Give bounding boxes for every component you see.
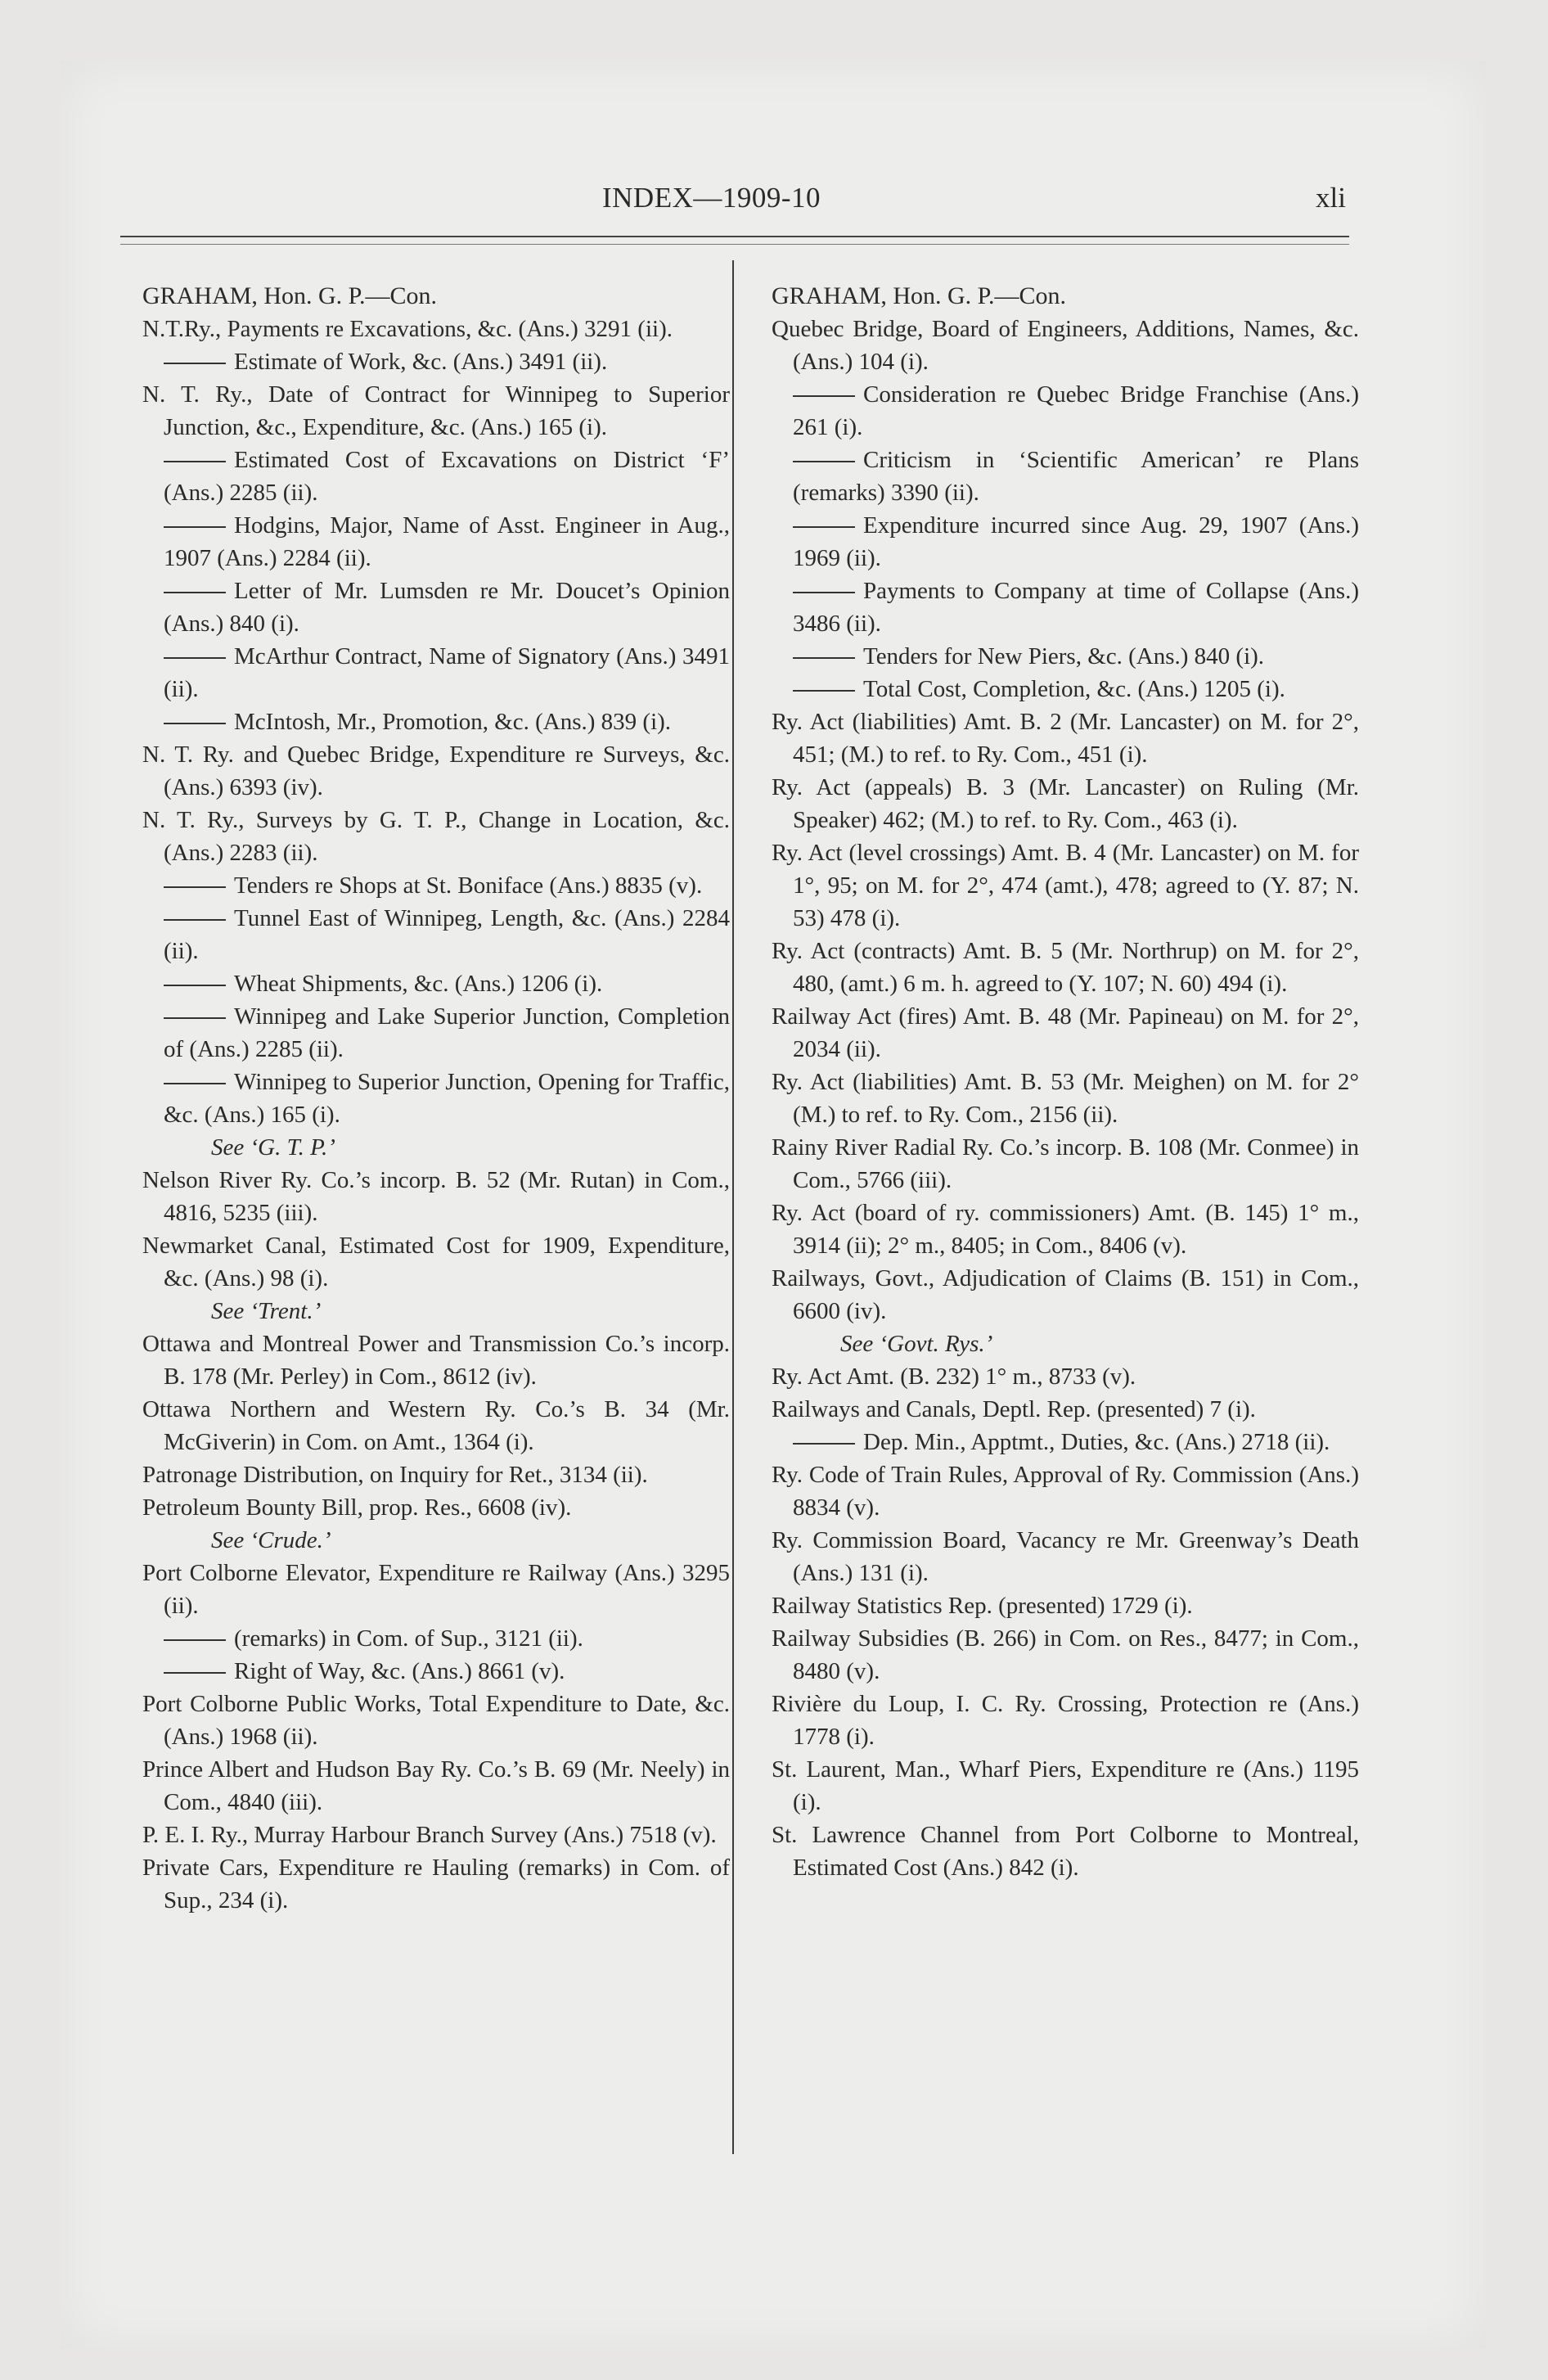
right-column-heading: GRAHAM, Hon. G. P.—Con. [772, 282, 1067, 309]
index-entry [772, 313, 1359, 378]
index-entry [772, 1000, 1359, 1066]
entry-text: Ottawa and Montreal Power and Transmission Co.’s incorp. B. 178 (Mr. Perley) in Com., 8612 (iv). [142, 1331, 730, 1390]
entry-text: Ry. Act (board of ry. commissioners) Amt. (B. 145) 1° m., 3914 (ii); 2° m., 8405; in Com., 8406 (v). [772, 1200, 1359, 1259]
index-entry [772, 1458, 1359, 1524]
column-divider [732, 260, 734, 2154]
index-entry [772, 1393, 1359, 1426]
ditto-dash [164, 886, 226, 888]
entry-text: N. T. Ry. and Quebec Bridge, Expenditure re Surveys, &c. (Ans.) 6393 (iv). [142, 741, 730, 800]
entry-text: Railway Subsidies (B. 266) in Com. on Res., 8477; in Com., 8480 (v). [772, 1625, 1359, 1684]
ditto-dash [793, 461, 855, 462]
entry-text: Tunnel East of Winnipeg, Length, &c. (Ans.) 2284 (ii). [164, 905, 730, 964]
entry-text: Ry. Code of Train Rules, Approval of Ry. Commission (Ans.) 8834 (v). [772, 1462, 1359, 1521]
entry-text: Ry. Act (appeals) B. 3 (Mr. Lancaster) on Ruling (Mr. Speaker) 462; (M.) to ref. to Ry. Com., 463 (i). [772, 774, 1359, 833]
left-column-heading: GRAHAM, Hon. G. P.—Con. [142, 282, 438, 309]
index-subentry [772, 673, 1359, 705]
index-subentry [142, 1655, 730, 1688]
ditto-dash [793, 690, 855, 692]
index-entry [772, 1622, 1359, 1688]
index-entry [142, 1229, 730, 1295]
ditto-dash [793, 395, 855, 397]
index-subentry [772, 575, 1359, 640]
index-entry [142, 1458, 730, 1491]
ditto-dash [164, 723, 226, 724]
ditto-dash [793, 657, 855, 659]
index-subentry [142, 1000, 730, 1066]
ditto-dash [793, 592, 855, 593]
index-entry [772, 1589, 1359, 1622]
entry-text: Quebec Bridge, Board of Engineers, Additions, Names, &c. (Ans.) 104 (i). [772, 316, 1359, 375]
index-subentry [142, 640, 730, 705]
entry-text: P. E. I. Ry., Murray Harbour Branch Survey (Ans.) 7518 (v). [142, 1822, 717, 1848]
entry-text: Railway Act (fires) Amt. B. 48 (Mr. Papineau) on M. for 2°, 2034 (ii). [772, 1003, 1359, 1062]
entry-text: Estimated Cost of Excavations on District ‘F’ (Ans.) 2285 (ii). [164, 447, 730, 506]
page-number: xli [1316, 182, 1346, 214]
entry-text: McIntosh, Mr., Promotion, &c. (Ans.) 839 (i). [234, 709, 672, 735]
entry-text: Letter of Mr. Lumsden re Mr. Doucet’s Opinion (Ans.) 840 (i). [164, 578, 730, 637]
index-entry [772, 935, 1359, 1000]
index-subentry [772, 378, 1359, 444]
entry-text: Hodgins, Major, Name of Asst. Engineer in Aug., 1907 (Ans.) 2284 (ii). [164, 512, 730, 571]
entry-text: Rainy River Radial Ry. Co.’s incorp. B. 108 (Mr. Conmee) in Com., 5766 (iii). [772, 1134, 1359, 1193]
entry-text: Railway Statistics Rep. (presented) 1729 (i). [772, 1593, 1193, 1619]
left-column [142, 280, 730, 1917]
entry-text: Prince Albert and Hudson Bay Ry. Co.’s B. 69 (Mr. Neely) in Com., 4840 (iii). [142, 1756, 730, 1815]
index-entry [772, 1753, 1359, 1819]
entry-text: Expenditure incurred since Aug. 29, 1907 (Ans.) 1969 (ii). [793, 512, 1359, 571]
entry-text: Rivière du Loup, I. C. Ry. Crossing, Protection re (Ans.) 1778 (i). [772, 1691, 1359, 1750]
see-reference [772, 1327, 1359, 1360]
index-entry [772, 1197, 1359, 1262]
entry-text: Winnipeg to Superior Junction, Opening for Traffic, &c. (Ans.) 165 (i). [164, 1069, 730, 1128]
index-subentry [142, 444, 730, 509]
ditto-dash [164, 526, 226, 528]
right-entries [772, 313, 1359, 1884]
ditto-dash [164, 1672, 226, 1674]
entry-text: See ‘Trent.’ [211, 1298, 322, 1324]
ditto-dash [164, 919, 226, 921]
index-entry [142, 1393, 730, 1458]
entry-text: Ry. Act (liabilities) Amt. B. 2 (Mr. Lancaster) on M. for 2°, 451; (M.) to ref. to Ry. Com., 451 (i). [772, 709, 1359, 768]
index-entry [142, 1819, 730, 1851]
index-subentry [142, 902, 730, 967]
entry-text: Criticism in ‘Scientific American’ re Plans (remarks) 3390 (ii). [793, 447, 1359, 506]
entry-text: See ‘G. T. P.’ [211, 1134, 335, 1161]
index-subentry [142, 705, 730, 738]
header-rule [120, 236, 1349, 237]
page-title: INDEX—1909-10 [602, 182, 821, 214]
entry-text: Ry. Act (liabilities) Amt. B. 53 (Mr. Meighen) on M. for 2° (M.) to ref. to Ry. Com., 2156 (ii). [772, 1069, 1359, 1128]
ditto-dash [793, 526, 855, 528]
entry-text: Ry. Act (contracts) Amt. B. 5 (Mr. Northrup) on M. for 2°, 480, (amt.) 6 m. h. agreed to (Y. 107; N. 60) 494 (i). [772, 938, 1359, 997]
index-subentry [142, 509, 730, 575]
index-subentry [142, 1066, 730, 1131]
header-rule-thin [120, 244, 1349, 245]
index-entry [772, 1360, 1359, 1393]
index-subentry [142, 967, 730, 1000]
entry-text: Ry. Act Amt. (B. 232) 1° m., 8733 (v). [772, 1364, 1136, 1390]
entry-text: St. Laurent, Man., Wharf Piers, Expenditure re (Ans.) 1195 (i). [772, 1756, 1359, 1815]
index-subentry [142, 869, 730, 902]
entry-text: McArthur Contract, Name of Signatory (Ans.) 3491 (ii). [164, 643, 730, 702]
index-entry [142, 1753, 730, 1819]
entry-text: Wheat Shipments, &c. (Ans.) 1206 (i). [234, 971, 603, 997]
entry-text: N.T.Ry., Payments re Excavations, &c. (Ans.) 3291 (ii). [142, 316, 673, 342]
ditto-dash [164, 1017, 226, 1019]
index-subentry [142, 1622, 730, 1655]
index-subentry [772, 444, 1359, 509]
ditto-dash [164, 1639, 226, 1641]
entry-text: Ry. Commission Board, Vacancy re Mr. Greenway’s Death (Ans.) 131 (i). [772, 1527, 1359, 1586]
see-reference [142, 1131, 730, 1164]
entry-text: Petroleum Bounty Bill, prop. Res., 6608 (iv). [142, 1494, 572, 1521]
entry-text: N. T. Ry., Date of Contract for Winnipeg to Superior Junction, &c., Expenditure, &c. (Ans.) 165 (i). [142, 381, 730, 440]
ditto-dash [164, 363, 226, 364]
index-entry [142, 1327, 730, 1393]
index-entry [772, 1131, 1359, 1197]
index-subentry [142, 345, 730, 378]
ditto-dash [164, 657, 226, 659]
index-subentry [772, 1426, 1359, 1458]
entry-text: Winnipeg and Lake Superior Junction, Completion of (Ans.) 2285 (ii). [164, 1003, 730, 1062]
index-entry [772, 836, 1359, 935]
index-entry [772, 1262, 1359, 1327]
entry-text: Dep. Min., Apptmt., Duties, &c. (Ans.) 2718 (ii). [863, 1429, 1330, 1455]
entry-text: Railways, Govt., Adjudication of Claims (B. 151) in Com., 6600 (iv). [772, 1265, 1359, 1324]
entry-text: See ‘Govt. Rys.’ [840, 1331, 993, 1357]
entry-text: Private Cars, Expenditure re Hauling (remarks) in Com. of Sup., 234 (i). [142, 1855, 730, 1913]
entry-text: Consideration re Quebec Bridge Franchise (Ans.) 261 (i). [793, 381, 1359, 440]
entry-text: Payments to Company at time of Collapse (Ans.) 3486 (ii). [793, 578, 1359, 637]
ditto-dash [793, 1443, 855, 1445]
index-entry [772, 1819, 1359, 1884]
index-subentry [142, 575, 730, 640]
index-entry [142, 1491, 730, 1524]
entry-text: St. Lawrence Channel from Port Colborne to Montreal, Estimated Cost (Ans.) 842 (i). [772, 1822, 1359, 1881]
entry-text: Port Colborne Public Works, Total Expenditure to Date, &c. (Ans.) 1968 (ii). [142, 1691, 730, 1750]
index-subentry [772, 640, 1359, 673]
entry-text: Estimate of Work, &c. (Ans.) 3491 (ii). [234, 349, 608, 375]
ditto-dash [164, 1083, 226, 1084]
entry-text: Port Colborne Elevator, Expenditure re Railway (Ans.) 3295 (ii). [142, 1560, 730, 1619]
entry-text: Right of Way, &c. (Ans.) 8661 (v). [234, 1658, 565, 1684]
index-entry [772, 771, 1359, 836]
index-subentry [772, 509, 1359, 575]
entry-text: Nelson River Ry. Co.’s incorp. B. 52 (Mr. Rutan) in Com., 4816, 5235 (iii). [142, 1167, 730, 1226]
index-entry [142, 1164, 730, 1229]
entry-text: Ry. Act (level crossings) Amt. B. 4 (Mr. Lancaster) on M. for 1°, 95; on M. for 2°, 474 (amt.), 478; agreed to (Y. 87; N. 53) 478 (i). [772, 840, 1359, 931]
ditto-dash [164, 461, 226, 462]
entry-text: Total Cost, Completion, &c. (Ans.) 1205 (i). [863, 676, 1285, 702]
entry-text: Ottawa Northern and Western Ry. Co.’s B. 34 (Mr. McGiverin) in Com. on Amt., 1364 (i). [142, 1396, 730, 1455]
index-entry [772, 705, 1359, 771]
left-entries [142, 313, 730, 1917]
entry-text: Railways and Canals, Deptl. Rep. (presented) 7 (i). [772, 1396, 1256, 1422]
see-reference [142, 1524, 730, 1557]
index-entry [142, 1851, 730, 1917]
entry-text: Tenders re Shops at St. Boniface (Ans.) 8835 (v). [234, 872, 703, 899]
entry-text: Newmarket Canal, Estimated Cost for 1909, Expenditure, &c. (Ans.) 98 (i). [142, 1233, 730, 1291]
right-column [772, 280, 1359, 1884]
index-entry [142, 1688, 730, 1753]
entry-text: Patronage Distribution, on Inquiry for Ret., 3134 (ii). [142, 1462, 648, 1488]
index-entry [142, 378, 730, 444]
entry-text: N. T. Ry., Surveys by G. T. P., Change in Location, &c. (Ans.) 2283 (ii). [142, 807, 730, 866]
index-entry [142, 804, 730, 869]
entry-text: Tenders for New Piers, &c. (Ans.) 840 (i). [863, 643, 1265, 669]
index-entry [142, 738, 730, 804]
ditto-dash [164, 985, 226, 986]
entry-text: See ‘Crude.’ [211, 1527, 331, 1553]
see-reference [142, 1295, 730, 1327]
index-entry [772, 1524, 1359, 1589]
index-entry [772, 1688, 1359, 1753]
entry-text: (remarks) in Com. of Sup., 3121 (ii). [234, 1625, 583, 1652]
ditto-dash [164, 592, 226, 593]
index-entry [142, 313, 730, 345]
index-entry [772, 1066, 1359, 1131]
index-entry [142, 1557, 730, 1622]
